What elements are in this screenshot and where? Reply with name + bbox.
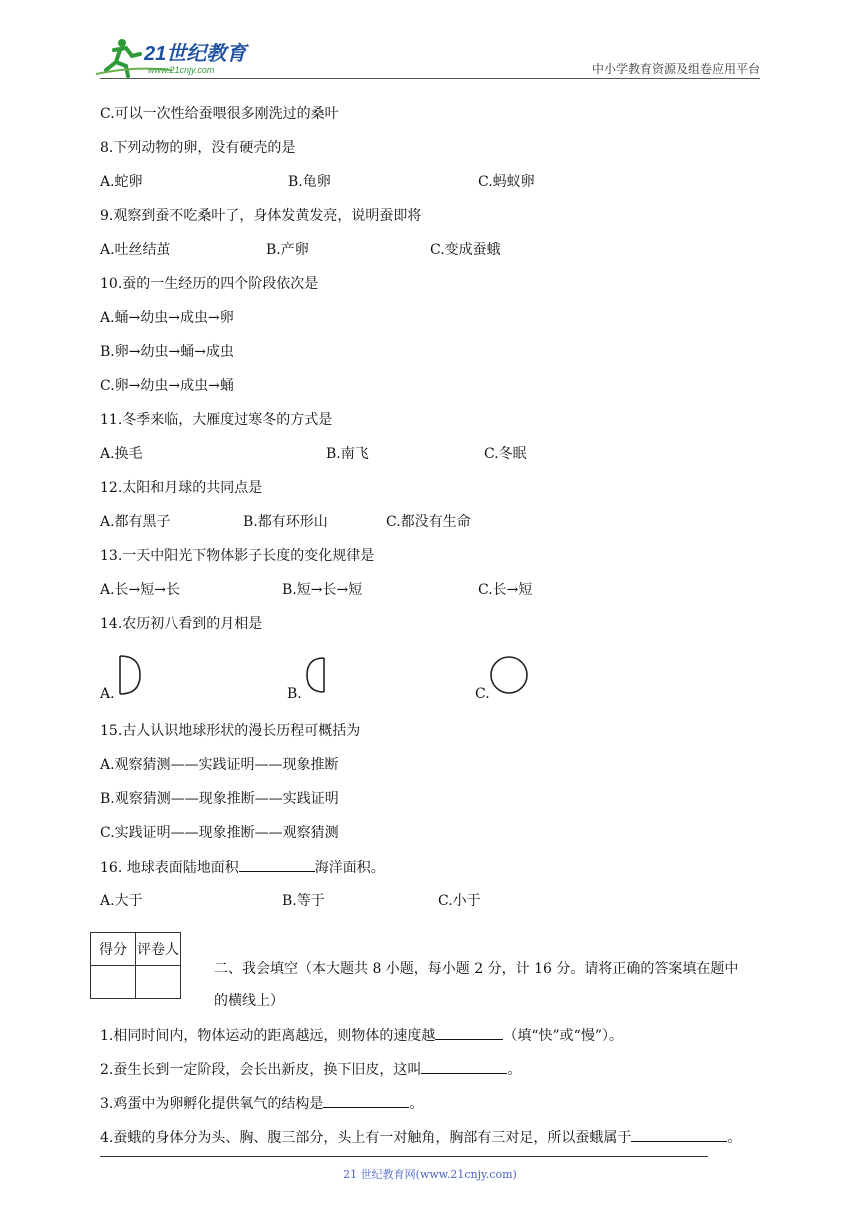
q8-option-c: C.蚂蚁卵 [478, 174, 535, 190]
fill-q3 [100, 1093, 423, 1114]
fill-q2-text: 2.蚕生长到一定阶段，会长出新皮，换下旧皮，这叫 [100, 1062, 422, 1078]
logo-text: 21世纪教育 [144, 43, 247, 65]
q15-stem: 15.古人认识地球形状的漫长历程可概括为 [100, 723, 361, 739]
grader-label: 评卷人 [136, 933, 181, 966]
q15-option-a: A.观察猜测——实践证明——现象推断 [100, 757, 339, 773]
third-quarter-moon-icon [302, 654, 328, 696]
fill-q2-blank[interactable] [421, 1059, 507, 1074]
q10-option-a: A.蛹→幼虫→成虫→卵 [100, 310, 234, 326]
q8-stem: 8.下列动物的卵，没有硬壳的是 [100, 140, 296, 156]
score-label: 得分 [91, 933, 136, 966]
full-moon-icon [488, 654, 530, 696]
q16-option-b: B.等于 [282, 893, 325, 909]
q13-option-c: C.长→短 [478, 582, 533, 598]
site-logo [92, 36, 262, 78]
q16-stem-before: 16. 地球表面陆地面积 [100, 860, 239, 876]
q12-stem: 12.太阳和月球的共同点是 [100, 480, 263, 496]
q14-stem: 14.农历初八看到的月相是 [100, 616, 263, 632]
q16-stem-after: 海洋面积。 [314, 860, 385, 876]
section2-title-line1: 二、我会填空（本大题共 8 小题，每小题 2 分，计 16 分。请将正确的答案填在题中 [214, 961, 739, 977]
q12-option-c: C.都没有生命 [386, 514, 471, 530]
q8-option-a: A.蛇卵 [100, 174, 143, 190]
q10-option-b: B.卵→幼虫→蛹→成虫 [100, 344, 234, 360]
logo-subtext: www.21cnjy.com [148, 65, 215, 75]
q11-option-c: C.冬眠 [484, 446, 527, 462]
header-divider [100, 78, 760, 79]
q13-stem: 13.一天中阳光下物体影子长度的变化规律是 [100, 548, 375, 564]
q16-stem [100, 857, 385, 878]
q13-option-b: B.短→长→短 [282, 582, 363, 598]
fill-q4 [100, 1127, 741, 1148]
q11-option-a: A.换毛 [100, 446, 143, 462]
header-platform-name: 中小学教育资源及组卷应用平台 [591, 62, 760, 76]
fill-q4-suffix: 。 [727, 1130, 742, 1146]
q15-option-b: B.观察猜测——现象推断——实践证明 [100, 791, 339, 807]
q12-option-b: B.都有环形山 [243, 514, 328, 530]
q9-option-a: A.吐丝结茧 [100, 242, 171, 258]
fill-q1-blank[interactable] [435, 1025, 503, 1040]
fill-q4-blank[interactable] [631, 1127, 727, 1142]
fill-q4-text: 4.蚕蛾的身体分为头、胸、腹三部分，头上有一对触角，胸部有三对足，所以蚕蛾属于 [100, 1130, 632, 1146]
q11-option-b: B.南飞 [326, 446, 369, 462]
q14-option-b-label: B. [287, 686, 302, 702]
q16-option-c: C.小于 [438, 893, 481, 909]
fill-q3-text: 3.鸡蛋中为卵孵化提供氧气的结构是 [100, 1096, 324, 1112]
q13-option-a: A.长→短→长 [100, 582, 181, 598]
q11-stem: 11.冬季来临，大雁度过寒冬的方式是 [100, 412, 333, 428]
grader-cell[interactable] [136, 966, 181, 999]
score-table [90, 932, 181, 999]
fill-q1 [100, 1025, 623, 1046]
section2-title-line2: 的横线上） [214, 993, 284, 1009]
fill-q1-suffix: （填“快”或“慢”）。 [503, 1028, 623, 1044]
fill-q3-suffix: 。 [409, 1096, 424, 1112]
q9-option-b: B.产卵 [266, 242, 309, 258]
q9-option-c: C.变成蚕蛾 [430, 242, 501, 258]
q14-option-c-label: C. [475, 686, 490, 702]
footer-link[interactable]: 21 世纪教育网(www.21cnjy.com) [343, 1168, 517, 1181]
q10-stem: 10.蚕的一生经历的四个阶段依次是 [100, 276, 319, 292]
footer-divider [100, 1156, 708, 1157]
fill-q1-text: 1.相同时间内，物体运动的距离越远，则物体的速度越 [100, 1028, 436, 1044]
q16-answer-blank[interactable] [239, 857, 315, 872]
fill-q2 [100, 1059, 521, 1080]
q10-option-c: C.卵→幼虫→成虫→蛹 [100, 378, 234, 394]
q8-option-b: B.龟卵 [288, 174, 331, 190]
fill-q3-blank[interactable] [323, 1093, 409, 1108]
q16-option-a: A.大于 [100, 893, 143, 909]
fill-q2-suffix: 。 [507, 1062, 522, 1078]
q15-option-c: C.实践证明——现象推断——观察猜测 [100, 825, 339, 841]
q14-option-a-label: A. [100, 686, 115, 702]
q7-option-c: C.可以一次性给蚕喂很多刚洗过的桑叶 [100, 106, 339, 122]
score-cell[interactable] [91, 966, 136, 999]
q9-stem: 9.观察到蚕不吃桑叶了，身体发黄发亮，说明蚕即将 [100, 208, 422, 224]
q12-option-a: A.都有黑子 [100, 514, 171, 530]
first-quarter-moon-icon [116, 654, 142, 696]
